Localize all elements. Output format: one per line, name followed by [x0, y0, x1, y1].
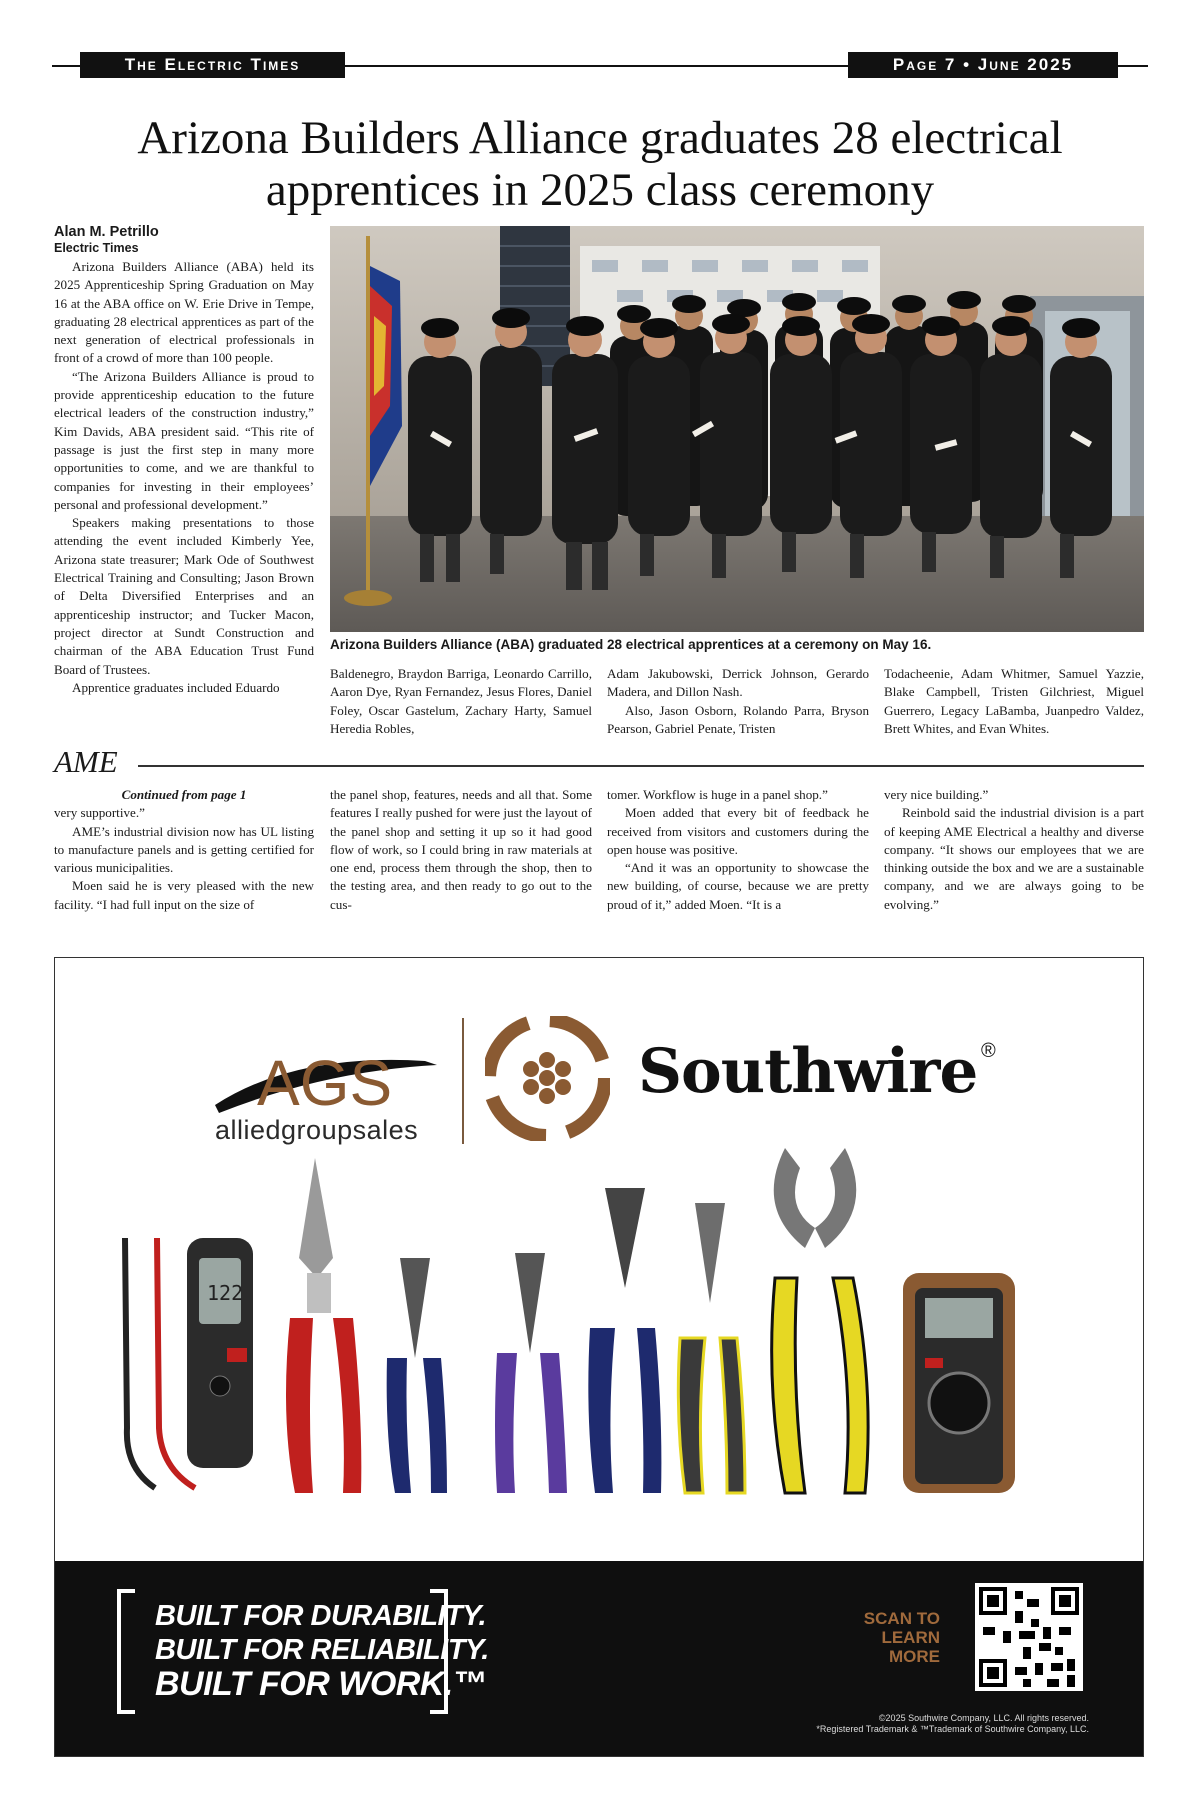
graduation-photo — [330, 226, 1144, 632]
graduates-column-3 — [884, 665, 1144, 738]
tool-lineup — [85, 1128, 1115, 1513]
ame-paragraph: AME’s industrial division now has UL listing to manufacture panels and is getting certified for various municipalities. — [54, 823, 314, 876]
byline — [54, 224, 159, 256]
article-paragraph: Apprentice graduates included Eduardo — [72, 679, 280, 695]
ame-section-rule — [138, 765, 1144, 767]
slogan-line: BUILT FOR RELIABILITY. — [155, 1634, 489, 1666]
southwire-advertisement[interactable] — [54, 957, 1144, 1757]
ame-column-1 — [54, 786, 314, 914]
qr-code-icon[interactable] — [975, 1583, 1083, 1691]
ame-column-4 — [884, 786, 1144, 914]
article-paragraph: Speakers making presentations to those attending the event included Kimberly Yee, Arizona state treasurer; Mark Ode of Southwest Electrical Training and Consulting; Jason Brown of Delta Diversified Enterprises and an apprenticeship instructor; and Tucker Macon, project director at Sundt Construction and chairman of the ABA Education Trust Fund Board of Trustees. — [54, 515, 314, 677]
publication-name: The Electric Times — [80, 52, 345, 78]
scan-line: SCAN TO — [863, 1609, 940, 1628]
slogan-line: BUILT FOR WORK.™ — [155, 1665, 487, 1703]
ame-paragraph: Moen said he is very pleased with the new facility. “I had full input on the size of — [54, 878, 314, 912]
ags-letters: AGS — [257, 1047, 393, 1119]
graduates-text: Baldenegro, Braydon Barriga, Leonardo Carrillo, Aaron Dye, Ryan Fernandez, Jesus Flores, Daniel Foley, Oscar Gastelum, Zachary Harty, Samuel Heredia Robles, — [330, 666, 592, 736]
article-paragraph: Arizona Builders Alliance (ABA) held its 2025 Apprenticeship Spring Graduation on May 16 at the ABA office on W. Erie Drive in Tempe, graduating 28 electrical apprentices as part of the next generation of electrical professionals in front of a crowd of more than 100 people. — [54, 259, 314, 366]
graduates-text: Todacheenie, Adam Whitmer, Samuel Yazzie, Blake Campbell, Tristen Gilchriest, Miguel Guerrero, Legacy LaBamba, Juanpedro Valdez, Brett Whites, and Evan Whites. — [884, 666, 1144, 736]
ame-paragraph: tomer. Workflow is huge in a panel shop.” — [607, 787, 828, 802]
photo-caption: Arizona Builders Alliance (ABA) graduated 28 electrical apprentices at a ceremony on May 16. — [330, 637, 932, 652]
author-outlet: Electric Times — [54, 241, 139, 255]
ad-footer-band — [55, 1561, 1144, 1757]
graduates-column-1 — [330, 665, 592, 738]
author-name: Alan M. Petrillo — [54, 224, 159, 240]
page-info: Page 7 • June 2025 — [848, 52, 1118, 78]
article-paragraph: “The Arizona Builders Alliance is proud to provide apprenticeship education to the future electrical leaders of the construction industry,” Kim Davids, ABA president said. “This rite of passage is just the first step in many more opportunities to come, and we are thankful to companies for investing in their employees’ personal and professional development.” — [54, 368, 314, 512]
meter-display: 122 — [207, 1281, 244, 1305]
slogan-bracket-left — [117, 1589, 135, 1714]
article-column-1 — [54, 258, 314, 697]
ame-section-title: AME — [54, 744, 118, 779]
ame-paragraph: “And it was an opportunity to showcase the new building, of course, because we are pretty proud of it,” added Moen. “It is a — [607, 860, 869, 912]
scan-line: MORE — [889, 1647, 940, 1666]
legal-line: *Registered Trademark & ™Trademark of Southwire Company, LLC. — [816, 1724, 1089, 1734]
graduates-column-2 — [607, 665, 869, 738]
scan-line: LEARN — [881, 1628, 940, 1647]
ame-paragraph: very nice building.” — [884, 787, 989, 802]
registered-mark: ® — [981, 1040, 996, 1062]
graduation-photo-illustration — [330, 226, 1144, 632]
southwire-emblem-icon — [485, 1016, 610, 1141]
southwire-wordmark: Southwire — [638, 1036, 978, 1107]
scan-cta — [860, 1609, 940, 1666]
logo-divider — [462, 1018, 464, 1144]
ad-legal — [816, 1713, 1089, 1735]
ame-column-2 — [330, 786, 592, 914]
ame-column-3 — [607, 786, 869, 914]
ame-paragraph: very supportive.” — [54, 805, 145, 821]
ame-paragraph: Moen added that every bit of feedback he received from visitors and customers during the open house was positive. — [607, 805, 869, 857]
graduates-text: Also, Jason Osborn, Rolando Parra, Bryson Pearson, Gabriel Penate, Tristen — [607, 702, 869, 736]
ame-paragraph: the panel shop, features, needs and all that. Some features I really pushed for were just the layout of the panel shop and setting it up so it had good flow of work, so I could bring in raw materials at one end, process them through the shop, then to the testing area, and then ready to go out to the cus- — [330, 787, 592, 912]
slogan-line: BUILT FOR DURABILITY. — [155, 1600, 487, 1632]
graduates-text: Adam Jakubowski, Derrick Johnson, Gerardo Madera, and Dillon Nash. — [607, 666, 869, 700]
ags-name: alliedgroupsales — [215, 1115, 419, 1145]
legal-line: ©2025 Southwire Company, LLC. All rights reserved. — [878, 1713, 1089, 1723]
ame-paragraph: Reinbold said the industrial division is a part of keeping AME Electrical a healthy and diverse company. “It shows our employees that we are thinking outside the box and we are a sustainable company, and we are always going to be evolving.” — [884, 805, 1144, 912]
ad-slogan — [155, 1599, 489, 1701]
continued-note: Continued from page 1 — [121, 787, 247, 802]
article-headline: Arizona Builders Alliance graduates 28 electrical apprentices in 2025 class ceremony — [137, 112, 1063, 216]
